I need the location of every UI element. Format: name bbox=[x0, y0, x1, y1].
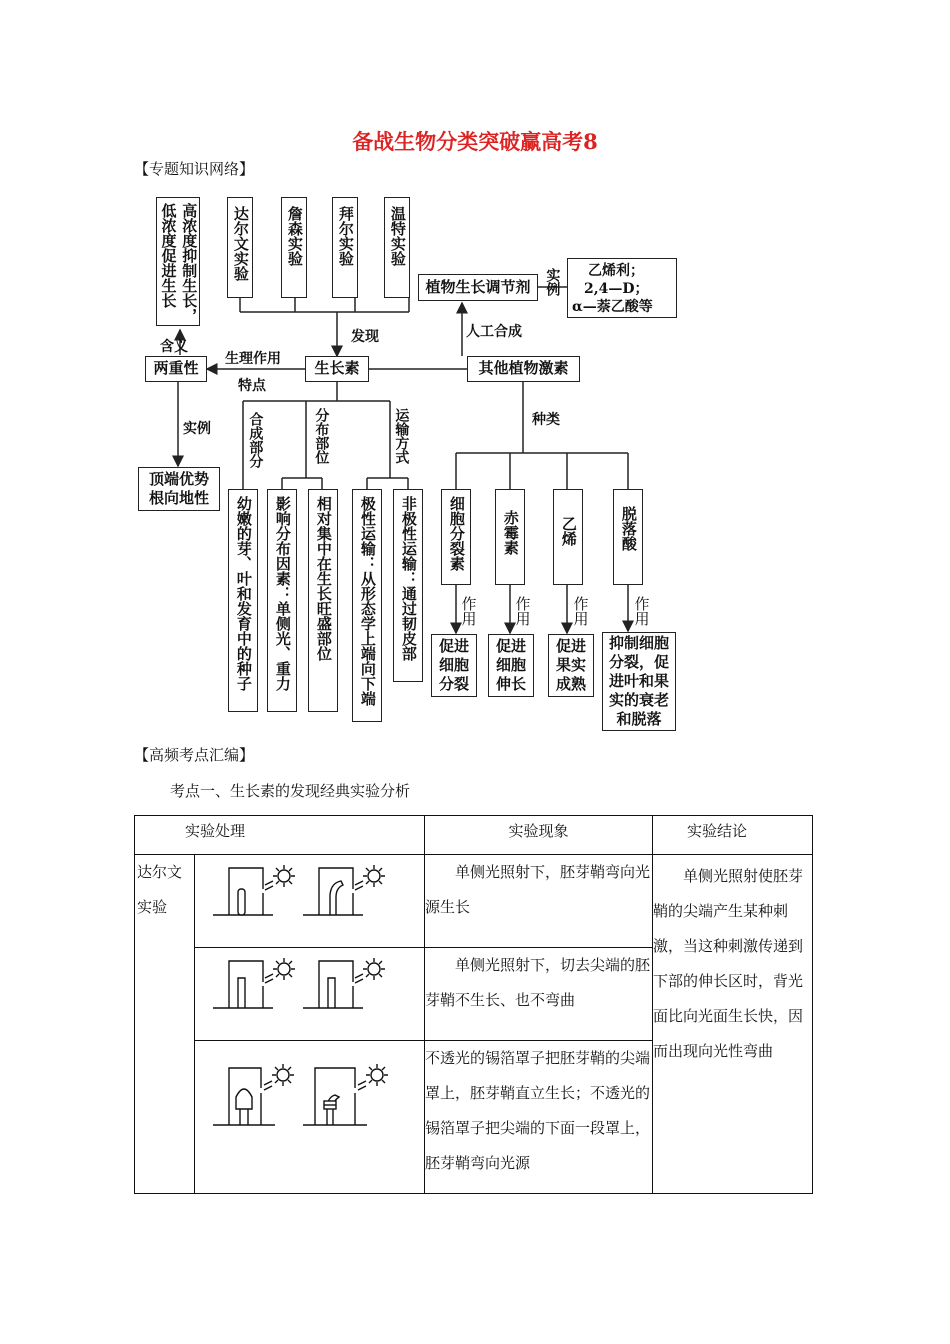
effect-ethylene: 促进 果实 成熟 bbox=[548, 634, 594, 697]
regulator-example-1: 乙烯利； bbox=[588, 263, 644, 279]
experiment-table bbox=[134, 815, 813, 1194]
header-conclusion: 实验结论 bbox=[653, 816, 813, 855]
figure-3 bbox=[195, 1041, 425, 1194]
section-high-frequency: 【高频考点汇编】 bbox=[134, 746, 255, 764]
phenomenon-3: 不透光的锡箔罩子把胚芽鞘的尖端罩上，胚芽鞘直立生长；不透光的锡箔罩子把尖端的下面一段罩上，胚芽鞘弯向光源 bbox=[425, 1041, 653, 1194]
figure-1-drawing bbox=[195, 855, 425, 943]
label-artificial-synthesis: 人工合成 bbox=[466, 324, 522, 340]
auxin-distribution-site: 相对集中在生长旺盛部位 bbox=[308, 489, 338, 712]
regulator-example-3: α—萘乙酸等 bbox=[572, 299, 653, 315]
dual-nature-box: 两重性 bbox=[145, 356, 207, 382]
dual-meaning-box bbox=[156, 197, 200, 326]
row-label-darwin: 达尔文实验 bbox=[135, 855, 195, 1194]
label-effect-gibberellin: 作用 bbox=[513, 596, 532, 626]
effect-cytokinin: 促进 细胞 分裂 bbox=[431, 634, 477, 697]
phenomenon-2: 单侧光照射下，切去尖端的胚芽鞘不生长、也不弯曲 bbox=[425, 948, 653, 1041]
regulator-example-2: 2,4—D； bbox=[584, 281, 649, 297]
section-knowledge-network: 【专题知识网络】 bbox=[134, 160, 255, 178]
conclusion-darwin: 单侧光照射使胚芽鞘的尖端产生某种刺激，当这种刺激传递到下部的伸长区时，背光面比向光面生长快，因而出现向光性弯曲 bbox=[653, 855, 813, 1194]
header-phenomenon: 实验现象 bbox=[425, 816, 653, 855]
experiment-paal: 拜尔实验 bbox=[332, 197, 358, 298]
auxin-synthesis-detail: 幼嫩的芽、叶和发育中的种子 bbox=[228, 489, 258, 712]
auxin-polar-transport: 极性运输：从形态学上端向下端 bbox=[352, 489, 382, 722]
label-regulator-example: 实例 bbox=[544, 268, 561, 296]
label-effect-ethylene: 作用 bbox=[571, 596, 590, 626]
regulator-examples-box bbox=[567, 258, 677, 318]
experiment-jensen: 詹森实验 bbox=[281, 197, 307, 298]
figure-2-drawing bbox=[195, 948, 425, 1036]
label-effect-cytokinin: 作用 bbox=[459, 596, 478, 626]
label-discover: 发现 bbox=[351, 329, 379, 345]
effect-gibberellin: 促进 细胞 伸长 bbox=[488, 634, 534, 697]
label-distribution-part: 分布部位 bbox=[313, 408, 330, 464]
label-kinds: 种类 bbox=[532, 412, 560, 428]
effect-abscisic-acid: 抑制细胞 分裂，促 进叶和果 实的衰老 和脱落 bbox=[602, 632, 676, 731]
label-feature: 特点 bbox=[238, 378, 266, 394]
phenomenon-1: 单侧光照射下，胚芽鞘弯向光源生长 bbox=[425, 855, 653, 948]
meaning-col-2: 低浓度促进生长 bbox=[159, 203, 178, 308]
experiment-went: 温特实验 bbox=[384, 197, 410, 298]
meaning-col-1: 高浓度抑制生长， bbox=[180, 203, 199, 323]
figure-3-drawing bbox=[195, 1041, 425, 1189]
page-title: 备战生物分类突破赢高考8 bbox=[352, 129, 598, 154]
label-synthesis-part: 合成部分 bbox=[247, 412, 264, 468]
label-effect-abscisic: 作用 bbox=[632, 596, 651, 626]
hormone-gibberellin: 赤霉素 bbox=[495, 489, 525, 585]
figure-2 bbox=[195, 948, 425, 1041]
hormone-abscisic-acid: 脱落酸 bbox=[613, 489, 643, 585]
auxin-distribution-factor: 影响分布因素：单侧光、重力 bbox=[267, 489, 297, 712]
figure-1 bbox=[195, 855, 425, 948]
label-transport-mode: 运输方式 bbox=[393, 408, 410, 464]
label-meaning: 含义 bbox=[160, 339, 188, 355]
other-hormones-box: 其他植物激素 bbox=[467, 356, 580, 382]
hormone-cytokinin: 细胞分裂素 bbox=[441, 489, 471, 585]
auxin-nonpolar-transport: 非极性运输：通过韧皮部 bbox=[393, 489, 423, 682]
header-treatment: 实验处理 bbox=[135, 816, 425, 855]
plant-growth-regulator: 植物生长调节剂 bbox=[418, 274, 538, 301]
hormone-ethylene: 乙烯 bbox=[553, 489, 583, 585]
dual-examples-box: 顶端优势 根向地性 bbox=[138, 467, 220, 511]
label-dual-example: 实例 bbox=[183, 421, 211, 437]
exam-point-1: 考点一、生长素的发现经典实验分析 bbox=[170, 782, 411, 800]
experiment-darwin: 达尔文实验 bbox=[227, 197, 253, 298]
label-physiological-function: 生理作用 bbox=[225, 351, 281, 367]
auxin-box: 生长素 bbox=[305, 356, 369, 382]
